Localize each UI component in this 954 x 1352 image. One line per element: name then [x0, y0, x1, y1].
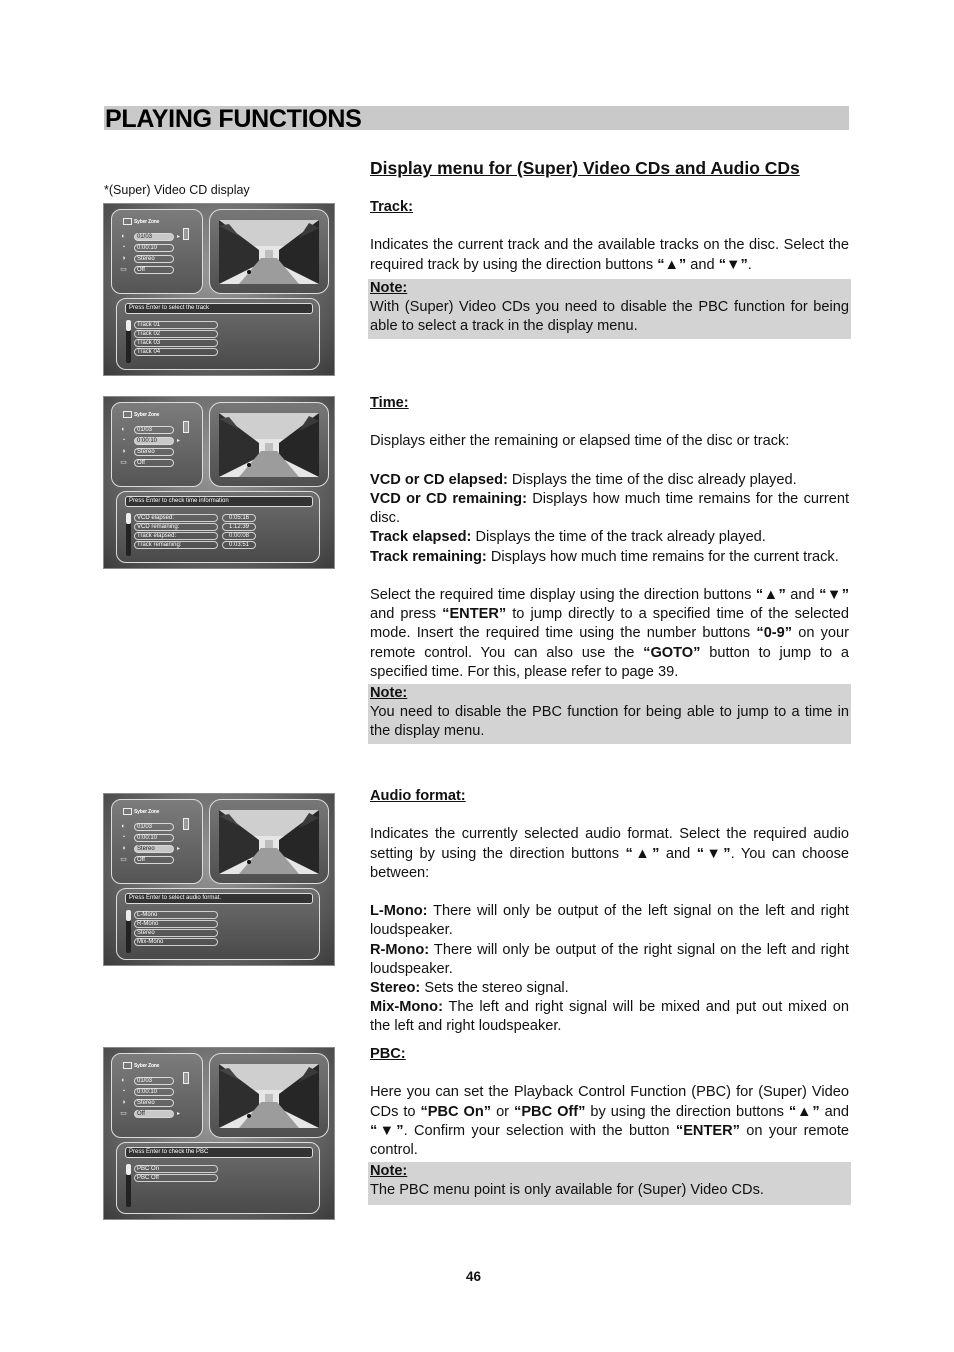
status-panel	[111, 209, 203, 294]
status-value: 01/03	[134, 1077, 174, 1085]
text-run: and	[686, 256, 719, 273]
bold-text: “▲”	[788, 1103, 820, 1120]
text-run: Indicates the current track and the available tracks on the disc. Select the required track by using the direction buttons	[370, 237, 849, 273]
scroll-handle[interactable]	[183, 1072, 189, 1084]
definition-text: Sets the stereo signal.	[420, 980, 569, 996]
disc-icon	[123, 218, 132, 225]
status-icon: ◐	[121, 823, 126, 830]
status-value: Stereo	[134, 255, 174, 263]
bold-text: “▼”	[819, 586, 849, 603]
scroll-handle[interactable]	[183, 228, 189, 240]
status-row[interactable]	[119, 458, 203, 468]
text-run: by using the direction buttons	[585, 1103, 789, 1120]
option-item[interactable]: Track 03	[134, 339, 218, 347]
pbc-body	[370, 1083, 849, 1160]
status-row[interactable]	[119, 232, 203, 242]
scrollbar[interactable]	[126, 1164, 131, 1207]
time-body	[370, 586, 849, 682]
definition-item	[370, 548, 849, 567]
status-icon: ▭	[120, 459, 127, 466]
brand-label: Syber Zone	[134, 219, 160, 225]
text-run: Here you can set the Playback Control Function (PBC) for (Super) Video CDs to	[370, 1084, 849, 1120]
text-run: on your remote control.	[370, 1122, 849, 1158]
video-still	[219, 810, 319, 874]
bold-text: “PBC Off”	[514, 1103, 586, 1120]
time-note	[368, 684, 851, 744]
status-value: Stereo	[134, 845, 174, 853]
status-value: 01/03	[134, 426, 174, 434]
status-icon: ▭	[120, 1110, 127, 1117]
status-icon: ◑	[121, 448, 126, 455]
bold-text: “ENTER”	[442, 606, 507, 623]
page-number: 46	[466, 1269, 482, 1284]
definition-term: Mix-Mono:	[370, 999, 443, 1016]
status-icon: ◑	[121, 255, 126, 262]
video-preview-panel	[209, 1053, 329, 1138]
status-panel	[111, 799, 203, 884]
status-icon: ▭	[120, 856, 127, 863]
status-value: Off	[134, 459, 174, 467]
status-row[interactable]	[119, 265, 203, 275]
option-item[interactable]: Track remaining:	[134, 541, 218, 549]
option-value: 0:03:51	[222, 541, 256, 549]
definition-text: Displays the time of the track already played.	[471, 529, 766, 546]
definition-term: L-Mono:	[370, 903, 428, 920]
definition-text: There will only be output of the right signal on the left and right loudspeaker.	[370, 941, 849, 977]
text-run: Select the required time display using the direction buttons	[370, 586, 756, 603]
option-value: 1:12:39	[222, 523, 256, 531]
video-preview-panel	[209, 799, 329, 884]
option-item[interactable]: VCD remaining:	[134, 523, 218, 531]
text-run: button to jump to a specified time. For this, please refer to page 39.	[370, 644, 849, 680]
option-panel	[116, 1142, 320, 1214]
definition-term: VCD or CD elapsed:	[370, 471, 508, 488]
note-text: With (Super) Video CDs you need to disable the PBC function for being able to select a track in the display menu.	[370, 299, 849, 335]
text-run: . Confirm your selection with the button	[403, 1122, 676, 1139]
bold-text: “ENTER”	[675, 1122, 740, 1139]
note-label: Note:	[370, 1163, 408, 1180]
definition-term: Track elapsed:	[370, 529, 472, 546]
status-row[interactable]	[119, 1087, 203, 1097]
arrow-right-icon: ▸	[177, 1111, 181, 1117]
track-section	[370, 198, 849, 339]
definition-text: Displays how much time remains for the current track.	[486, 548, 839, 565]
status-row[interactable]	[119, 833, 203, 843]
pbc-menu-screenshot	[103, 1047, 335, 1220]
bold-text: “▼”	[370, 1122, 404, 1139]
audio-body	[370, 825, 849, 883]
time-menu-screenshot	[103, 396, 335, 569]
option-panel	[116, 491, 320, 563]
bold-text: “0-9”	[756, 625, 793, 642]
disc-icon	[123, 411, 132, 418]
status-row[interactable]	[119, 243, 203, 253]
track-heading: Track:	[370, 199, 413, 215]
arrow-right-icon: ▸	[177, 846, 181, 852]
video-still	[219, 220, 319, 284]
status-icon: ▭	[120, 266, 127, 273]
bold-text: “GOTO”	[643, 644, 701, 661]
definition-item	[370, 902, 849, 940]
option-item[interactable]: L-Mono	[134, 911, 218, 919]
status-row[interactable]	[119, 425, 203, 435]
option-item[interactable]: PBC On	[134, 1165, 218, 1173]
video-still	[219, 1064, 319, 1128]
prompt-bar: Press Enter to select the track	[125, 303, 313, 314]
text-run: or	[491, 1103, 515, 1120]
text-run: and	[785, 586, 820, 603]
note-label: Note:	[370, 279, 408, 296]
text-run: and	[659, 845, 697, 862]
status-icon: ◔	[121, 244, 126, 251]
track-body	[370, 236, 849, 274]
definition-item	[370, 941, 849, 979]
audio-definitions	[370, 902, 849, 1036]
status-value: Stereo	[134, 448, 174, 456]
scrollbar[interactable]	[126, 320, 131, 363]
pbc-note	[368, 1162, 851, 1205]
status-icon: ◐	[121, 1077, 126, 1084]
definition-item	[370, 471, 849, 490]
status-value: 0:00:10	[134, 1088, 174, 1096]
status-icon: ◔	[121, 834, 126, 841]
status-value: Off	[134, 856, 174, 864]
definition-item	[370, 528, 849, 547]
option-value: 0:05:16	[222, 514, 256, 522]
option-panel	[116, 888, 320, 960]
time-intro: Displays either the remaining or elapsed time of the disc or track:	[370, 433, 790, 450]
note-text: You need to disable the PBC function for being able to jump to a time in the display menu.	[370, 704, 849, 740]
scroll-handle[interactable]	[183, 421, 189, 433]
page-title: PLAYING FUNCTIONS	[105, 105, 362, 133]
option-item[interactable]: Track 01	[134, 321, 218, 329]
status-row[interactable]	[119, 822, 203, 832]
video-preview-panel	[209, 209, 329, 294]
definition-term: VCD or CD remaining:	[370, 490, 527, 507]
section-heading: Display menu for (Super) Video CDs and Audio CDs	[370, 158, 800, 178]
audio-heading: Audio format:	[370, 788, 466, 804]
brand-label: Syber Zone	[134, 412, 160, 418]
status-row[interactable]	[119, 855, 203, 865]
status-row[interactable]	[119, 436, 203, 446]
definition-term: R-Mono:	[370, 941, 430, 958]
status-icon: ◐	[121, 233, 126, 240]
status-value: 0:00:10	[134, 834, 174, 842]
option-value: 0:00:08	[222, 532, 256, 540]
definition-text: The left and right signal will be mixed and put out mixed on the left and right loudspeaker.	[370, 999, 849, 1035]
status-row[interactable]	[119, 447, 203, 457]
disc-icon	[123, 1062, 132, 1069]
audio-menu-screenshot	[103, 793, 335, 966]
video-preview-panel	[209, 402, 329, 487]
status-icon: ◑	[121, 1099, 126, 1106]
text-run: .	[747, 256, 752, 273]
bold-text: “▲”	[657, 256, 687, 273]
option-item[interactable]: Track elapsed:	[134, 532, 218, 540]
prompt-bar: Press Enter to check time information	[125, 496, 313, 507]
bold-text: “PBC On”	[420, 1103, 492, 1120]
pbc-heading: PBC:	[370, 1046, 406, 1062]
status-value: 0:00:10	[134, 244, 174, 252]
option-panel	[116, 298, 320, 370]
status-value: Off	[134, 1110, 174, 1118]
status-panel	[111, 1053, 203, 1138]
status-panel	[111, 402, 203, 487]
bold-text: “▼”	[718, 256, 748, 273]
option-item[interactable]: Mix-Mono	[134, 938, 218, 946]
definition-text: Displays how much time remains for the current disc.	[370, 490, 849, 527]
time-section	[370, 394, 849, 744]
time-definitions	[370, 471, 849, 567]
definition-text: Displays the time of the disc already played.	[507, 471, 797, 488]
screenshot-caption: *(Super) Video CD display	[104, 183, 250, 197]
status-row[interactable]	[119, 1098, 203, 1108]
scrollbar[interactable]	[126, 513, 131, 556]
definition-item	[370, 979, 849, 998]
text-run: to jump directly to a specified time of the selected mode. Insert the required time using the number buttons	[370, 606, 849, 642]
definition-term: Stereo:	[370, 980, 421, 996]
note-text: The PBC menu point is only available for (Super) Video CDs.	[370, 1182, 764, 1199]
definition-text: There will only be output of the left signal on the left and right loudspeaker.	[370, 903, 849, 939]
option-item[interactable]: Track 02	[134, 330, 218, 338]
definition-item	[370, 998, 849, 1036]
status-value: Off	[134, 266, 174, 274]
status-icon: ◔	[121, 437, 126, 444]
option-item[interactable]: R-Mono	[134, 920, 218, 928]
definition-item	[370, 490, 849, 528]
status-icon: ◔	[121, 1088, 126, 1095]
note-label: Note:	[370, 685, 408, 701]
option-item[interactable]: PBC Off	[134, 1174, 218, 1182]
option-item[interactable]: Stereo	[134, 929, 218, 937]
arrow-right-icon: ▸	[177, 234, 181, 240]
brand-label: Syber Zone	[134, 1063, 160, 1069]
scroll-handle[interactable]	[183, 818, 189, 830]
status-row[interactable]	[119, 1076, 203, 1086]
definition-term: Track remaining:	[370, 548, 487, 565]
status-value: 01/03	[134, 823, 174, 831]
status-row[interactable]	[119, 1109, 203, 1119]
prompt-bar: Press Enter to check the PBC	[125, 1147, 313, 1158]
audio-section	[370, 787, 849, 1037]
page-title-bar	[104, 105, 849, 133]
text-run: Indicates the currently selected audio format. Select the required audio setting by using the direction buttons	[370, 826, 849, 862]
option-item[interactable]: Track 04	[134, 348, 218, 356]
status-value: 0:00:10	[134, 437, 174, 445]
status-icon: ◑	[121, 845, 126, 852]
bold-text: “▲”	[625, 845, 660, 862]
pbc-section	[370, 1045, 849, 1205]
option-item[interactable]: VCD elapsed:	[134, 514, 218, 522]
prompt-bar: Press Enter to select audio format.	[125, 893, 313, 904]
status-row[interactable]	[119, 254, 203, 264]
status-value: Stereo	[134, 1099, 174, 1107]
video-still	[219, 413, 319, 477]
scrollbar[interactable]	[126, 910, 131, 953]
time-heading: Time:	[370, 395, 409, 411]
status-row[interactable]	[119, 844, 203, 854]
bold-text: “▼”	[696, 845, 731, 862]
arrow-right-icon: ▸	[177, 438, 181, 444]
status-value: 01/03	[134, 233, 174, 241]
text-run: . You can choose between:	[370, 845, 850, 881]
track-note	[368, 279, 851, 339]
bold-text: “▲”	[755, 586, 786, 603]
track-menu-screenshot	[103, 203, 335, 376]
status-icon: ◐	[121, 426, 126, 433]
text-run: and	[819, 1103, 849, 1120]
text-run: and press	[370, 606, 443, 623]
text-run: on your remote control. You can also use the	[370, 625, 850, 661]
brand-label: Syber Zone	[134, 809, 160, 815]
disc-icon	[123, 808, 132, 815]
